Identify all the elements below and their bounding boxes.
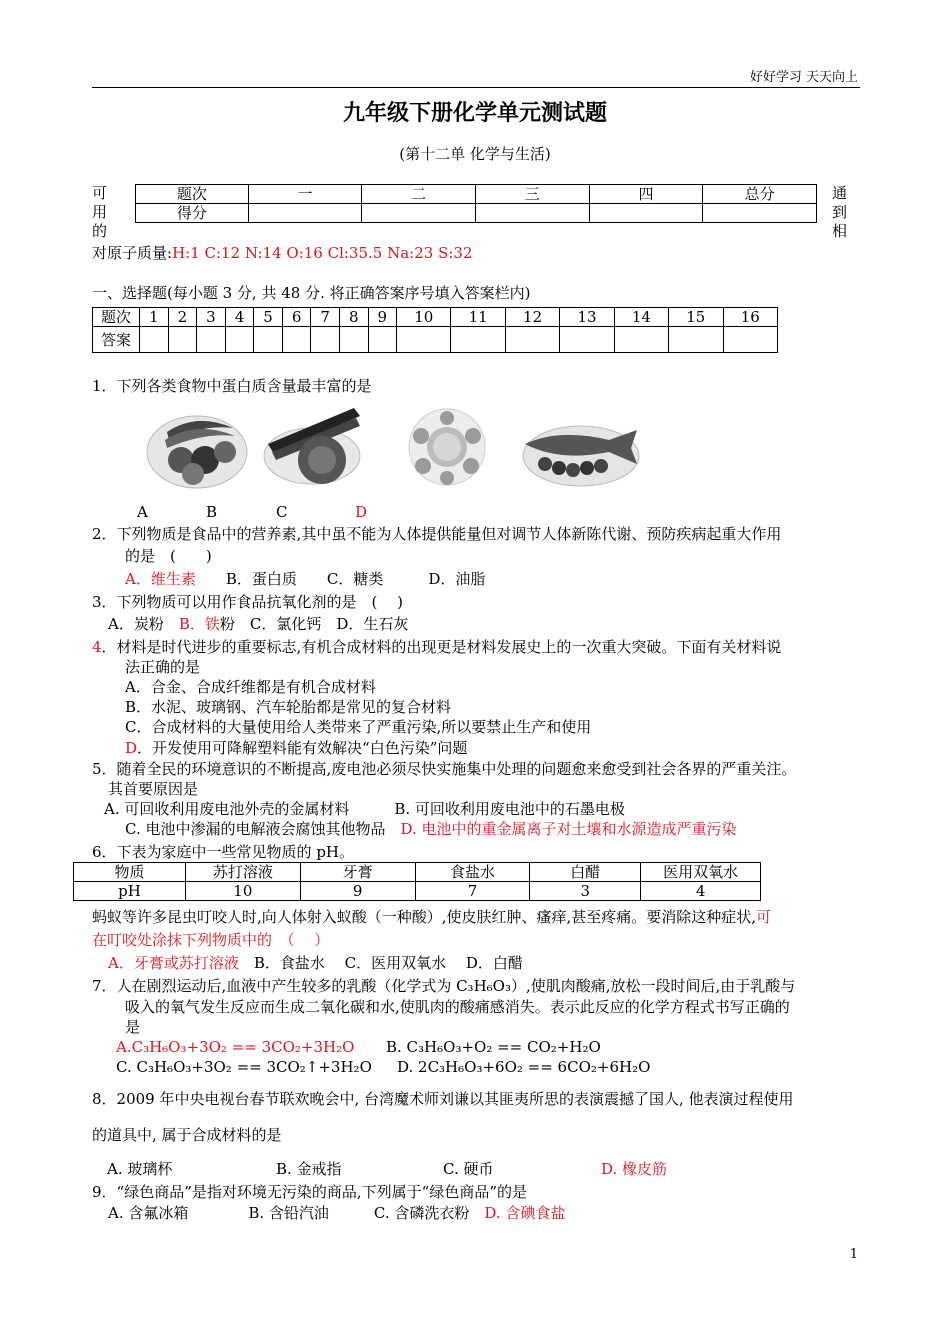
q4-option-d-text: ．开发使用可降解塑料能有效解决“白色污染”问题 [137,739,468,757]
q1-stem: 1．下列各类食物中蛋白质含量最丰富的是 [92,377,372,395]
q4-option-d-label: D [125,739,138,757]
score-cell: 得分 [136,204,249,223]
q1-option-b: B [206,503,218,521]
answer-number-cell: 10 [397,308,451,327]
right-char: 到 [832,203,848,221]
q3-stem: 3．下列物质可以用作食品抗氧化剂的是 ( ) [92,593,404,611]
answer-input-cell[interactable] [225,327,254,353]
q3-option-a: A．炭粉 [108,615,179,633]
q9-options [108,1203,565,1223]
header-rule [92,87,860,88]
q2-stem-line2: 的是 ( ) [125,547,212,565]
q5-options-cd [125,819,737,839]
score-table-row [136,204,817,223]
left-char: 用 [92,203,108,221]
q5-options-ab: A. 可回收利用废电池外壳的金属材料 B. 可回收利用废电池中的石墨电极 [104,800,625,818]
q3-options [108,614,408,634]
q6-text-line2: 在叮咬处涂抹下列物质中的 （ ） [92,931,330,949]
answer-cell: 题次 [93,308,140,327]
answer-number-cell: 12 [505,308,559,327]
page-title: 九年级下册化学单元测试题 [342,100,607,126]
q7-option-c: C. C₃H₆O₃+3O₂ == 3CO₂↑+3H₂O [116,1058,372,1076]
q4-option-b: B．水泥、玻璃钢、汽车轮胎都是常见的复合材料 [125,698,452,716]
score-right-chars [832,184,847,241]
q7-option-b: B. C₃H₆O₃+O₂ == CO₂+H₂O [386,1038,601,1056]
q8-option-a: A. 玻璃杯 [107,1160,173,1178]
score-cell: 总分 [703,185,817,204]
q6-text-line1-red: 可 [756,908,772,926]
q5-stem-line2: 其首要原因是 [108,780,199,798]
q2-options-rest: B．蛋白质 C．糖类 D．油脂 [195,570,486,588]
answer-number-cell: 4 [225,308,254,327]
q6-text-line1-main: 蚂蚁等许多昆虫叮咬人时,向人体射入蚁酸（一种酸）,使皮肤红肿、瘙痒,甚至疼痛。要消除这种症状, [92,908,757,926]
page-number: 1 [849,1247,858,1262]
score-input-cell[interactable] [248,204,362,223]
answer-input-cell[interactable] [282,327,311,353]
answer-number-cell: 16 [723,308,778,327]
ph-header-cell: 医用双氧水 [641,863,761,882]
q2-stem-line1: 2．下列物质是食品中的营养素,其中虽不能为人体提供能量但对调节人体新陈代谢、预防疾病起重大作用 [92,525,782,543]
score-cell: 一 [248,185,362,204]
q7-option-d: D. 2C₃H₆O₃+6O₂ == 6CO₂+6H₂O [397,1058,651,1076]
atomic-mass-line [92,243,473,263]
answer-input-cell[interactable] [254,327,283,353]
q1-option-a: A [137,503,148,521]
q3-options-rest: 粉 C．氯化钙 D．生石灰 [219,615,409,633]
q4-option-d [125,738,467,758]
q8-stem-line1: 8．2009 年中央电视台春节联欢晚会中, 台湾魔术师刘谦以其匪夷所思的表演震撼了国人, 他表演过程使用 [92,1090,794,1108]
q4-option-a: A．合金、合成纤维都是有机合成材料 [125,678,376,696]
right-char: 通 [832,184,848,202]
score-cell: 三 [475,185,589,204]
answer-input-cell[interactable] [451,327,505,353]
answer-number-cell: 6 [282,308,311,327]
q4-stem-text: ．材料是时代进步的重要标志,有机合成材料的出现更是材料发展史上的一次重大突破。下面有关材料说 [101,638,782,656]
header-motto: 好好学习 天天向上 [749,70,858,85]
q7-stem-line3: 是 [125,1018,141,1036]
answer-input-cell[interactable] [723,327,778,353]
q2-option-a: A．维生素 [125,570,196,588]
q5-stem-line1: 5．随着全民的环境意识的不断提高,废电池必须尽快实施集中处理的问题愈来愈受到社会各界的严重关注。 [92,760,797,778]
fruit-plate-icon [145,402,250,490]
score-cell: 题次 [136,185,249,204]
left-char: 可 [92,184,108,202]
answer-input-cell[interactable] [397,327,451,353]
score-input-cell[interactable] [703,204,817,223]
q9-stem: 9．“绿色商品”是指对环境无污染的商品,下列属于“绿色商品”的是 [92,1183,527,1201]
q9-option-d: D. 含碘食盐 [484,1204,566,1222]
answer-number-cell: 14 [614,308,668,327]
q1-option-d: D [355,503,368,521]
score-cell: 四 [589,185,703,204]
score-cell: 二 [362,185,476,204]
q8-option-b: B. 金戒指 [276,1160,342,1178]
answer-table-row [93,327,778,353]
answer-number-cell: 15 [669,308,723,327]
q5-option-c: C. 电池中渗漏的电解液会腐蚀其他物品 [125,820,401,838]
q1-option-c: C [276,503,288,521]
q6-options-rest: B．食盐水 C．医用双氧水 D．白醋 [238,954,523,972]
answer-input-cell[interactable] [560,327,614,353]
q2-options [125,569,485,589]
answer-number-cell: 11 [451,308,505,327]
answer-number-cell: 2 [168,308,197,327]
section1-heading: 一、选择题(每小题 3 分, 共 48 分. 将正确答案序号填入答案栏内) [92,284,531,302]
answer-number-cell: 3 [197,308,226,327]
q7-option-a: A.C₃H₆O₃+3O₂ == 3CO₂+3H₂O [116,1038,355,1056]
q8-stem-line2: 的道具中, 属于合成材料的是 [92,1126,282,1144]
fish-plate-icon [519,410,643,490]
rice-plate-icon [403,406,491,488]
score-left-chars [92,184,107,241]
answer-number-cell: 7 [311,308,340,327]
ph-cell: 4 [641,882,761,901]
answer-input-cell[interactable] [140,327,169,353]
answer-input-cell[interactable] [339,327,368,353]
answer-input-cell[interactable] [168,327,197,353]
answer-number-cell: 13 [560,308,614,327]
q4-stem-line1 [92,637,781,657]
atomic-mass-values: H:1 C:12 N:14 O:16 Cl:35.5 Na:23 S:32 [172,244,473,262]
answer-input-cell[interactable] [669,327,723,353]
q9-options-abc: A. 含氟冰箱 B. 含铅汽油 C. 含磷洗衣粉 [108,1204,485,1222]
q4-stem-line2: 法正确的是 [125,658,201,676]
ph-header-cell: 物质 [74,863,186,882]
answer-number-cell: 9 [368,308,397,327]
answer-input-cell[interactable] [368,327,397,353]
q7-stem-line1: 7．人在剧烈运动后,血液中产生较多的乳酸（化学式为 C₃H₆O₃）,使肌肉酸痛,放松一段时间后,由于乳酸与 [92,977,796,995]
ph-table-row [74,882,761,901]
answer-input-cell[interactable] [197,327,226,353]
q7-stem-line2: 吸入的氧气发生反应而生成二氧化碳和水,使肌肉的酸痛感消失。表示此反应的化学方程式书写正确的 [125,998,790,1016]
ph-table-header [74,863,761,882]
q5-option-d: D. 电池中的重金属离子对土壤和水源造成严重污染 [400,820,737,838]
ph-header-cell: 白醋 [530,863,641,882]
ph-cell: 9 [300,882,415,901]
sausage-plate-icon [262,398,367,490]
ph-header-cell: 食盐水 [415,863,530,882]
q8-option-d: D. 橡皮筋 [601,1160,668,1178]
answer-input-cell[interactable] [614,327,668,353]
ph-cell: pH [74,882,186,901]
answer-table-row [93,308,778,327]
q4-option-c: C．合成材料的大量使用给人类带来了严重污染,所以要禁止生产和使用 [125,718,592,736]
answer-input-cell[interactable] [311,327,340,353]
q6-text-line1 [92,907,771,927]
ph-header-cell: 牙膏 [300,863,415,882]
score-input-cell[interactable] [589,204,703,223]
score-table [135,184,817,223]
ph-table [73,862,761,901]
ph-cell: 10 [185,882,300,901]
q3-option-b-red: B．铁 [178,615,220,633]
q6-option-a: A．牙膏或苏打溶液 [108,954,239,972]
answer-number-cell: 8 [339,308,368,327]
answer-input-cell[interactable] [505,327,559,353]
atomic-mass-label: 对原子质量: [92,244,173,262]
right-char: 相 [832,222,848,240]
ph-cell: 3 [530,882,641,901]
q4-number: 4 [92,638,102,656]
score-table-row [136,185,817,204]
q6-options [108,953,523,973]
ph-header-cell: 苏打溶液 [185,863,300,882]
answer-number-cell: 5 [254,308,283,327]
answer-table [92,307,778,353]
score-input-cell[interactable] [475,204,589,223]
ph-cell: 7 [415,882,530,901]
q8-option-c: C. 硬币 [443,1160,494,1178]
q6-stem: 6．下表为家庭中一些常见物质的 pH。 [92,843,354,861]
score-input-cell[interactable] [362,204,476,223]
left-char: 的 [92,222,108,240]
answer-cell: 答案 [93,327,140,353]
answer-number-cell: 1 [140,308,169,327]
page-subtitle: (第十二单 化学与生活) [399,145,551,163]
